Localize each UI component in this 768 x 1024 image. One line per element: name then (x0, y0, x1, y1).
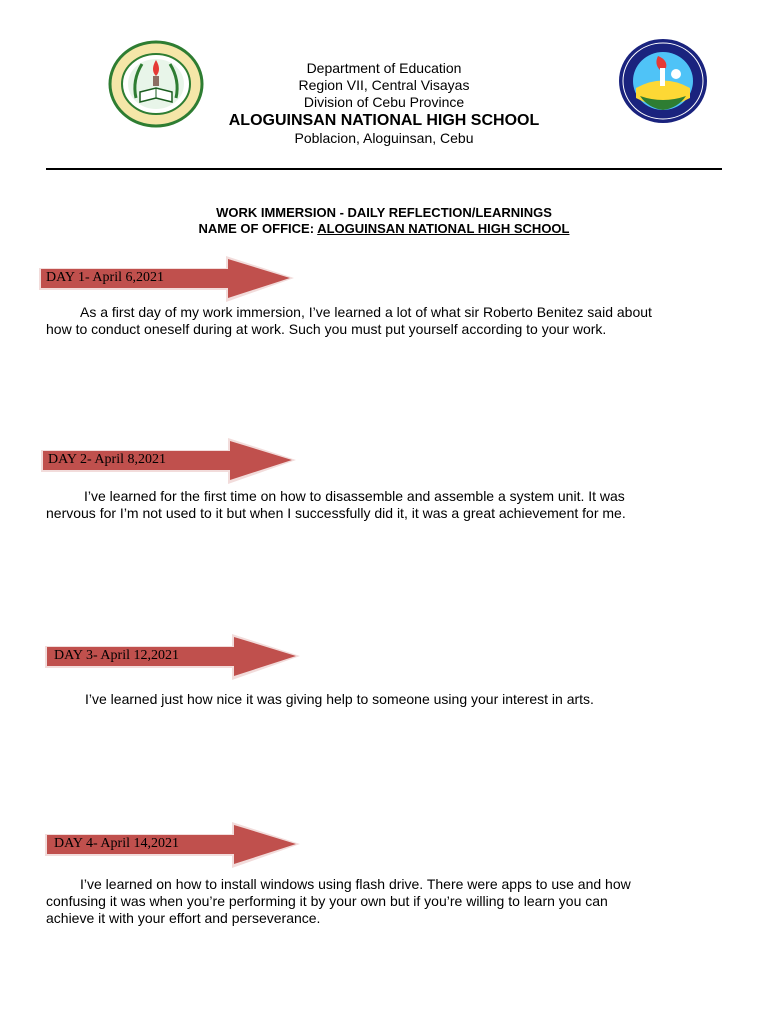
department-line: Department of Education (306, 60, 462, 76)
header-divider (46, 168, 722, 170)
paragraph-line: As a first day of my work immersion, I’ve learned a lot of what sir Roberto Benitez said about (80, 304, 652, 320)
reflection-paragraph (46, 488, 726, 522)
document-title: WORK IMMERSION - DAILY REFLECTION/LEARNINGS (216, 205, 552, 220)
day-arrow-banner (42, 820, 304, 872)
day-label: DAY 4- April 14,2021 (54, 836, 179, 851)
day-arrow-banner (42, 632, 304, 684)
paragraph-line: nervous for I’m not used to it but when I successfully did it, it was a great achievement for me. (46, 505, 626, 521)
day-label: DAY 3- April 12,2021 (54, 648, 179, 663)
paragraph-line: how to conduct oneself during at work. Such you must put yourself according to your work. (46, 321, 607, 337)
day-arrow-banner (38, 436, 300, 488)
office-name: ALOGUINSAN NATIONAL HIGH SCHOOL (317, 221, 570, 236)
reflection-paragraph (46, 691, 726, 708)
paragraph-line: I’ve learned just how nice it was giving help to someone using your interest in arts. (85, 691, 594, 707)
day-arrow-banner (36, 254, 298, 306)
division-line: Division of Cebu Province (303, 94, 465, 110)
day-label: DAY 1- April 6,2021 (46, 270, 164, 285)
reflection-paragraph (46, 304, 726, 338)
reflection-paragraph (46, 876, 726, 927)
day-label: DAY 2- April 8,2021 (48, 452, 166, 467)
paragraph-line: I’ve learned on how to install windows using flash drive. There were apps to use and how (80, 876, 631, 892)
office-line (0, 221, 768, 236)
paragraph-line: I’ve learned for the first time on how to disassemble and assemble a system unit. It was (84, 488, 625, 504)
paragraph-line: achieve it with your effort and perseverance. (46, 910, 321, 926)
letterhead (0, 60, 768, 147)
school-name: ALOGUINSAN NATIONAL HIGH SCHOOL (228, 112, 540, 129)
paragraph-line: confusing it was when you’re performing it by your own but if you’re willing to learn you can (46, 893, 608, 909)
region-line: Region VII, Central Visayas (298, 77, 470, 93)
office-label: NAME OF OFFICE: (198, 221, 318, 236)
school-address: Poblacion, Aloguinsan, Cebu (294, 130, 474, 146)
